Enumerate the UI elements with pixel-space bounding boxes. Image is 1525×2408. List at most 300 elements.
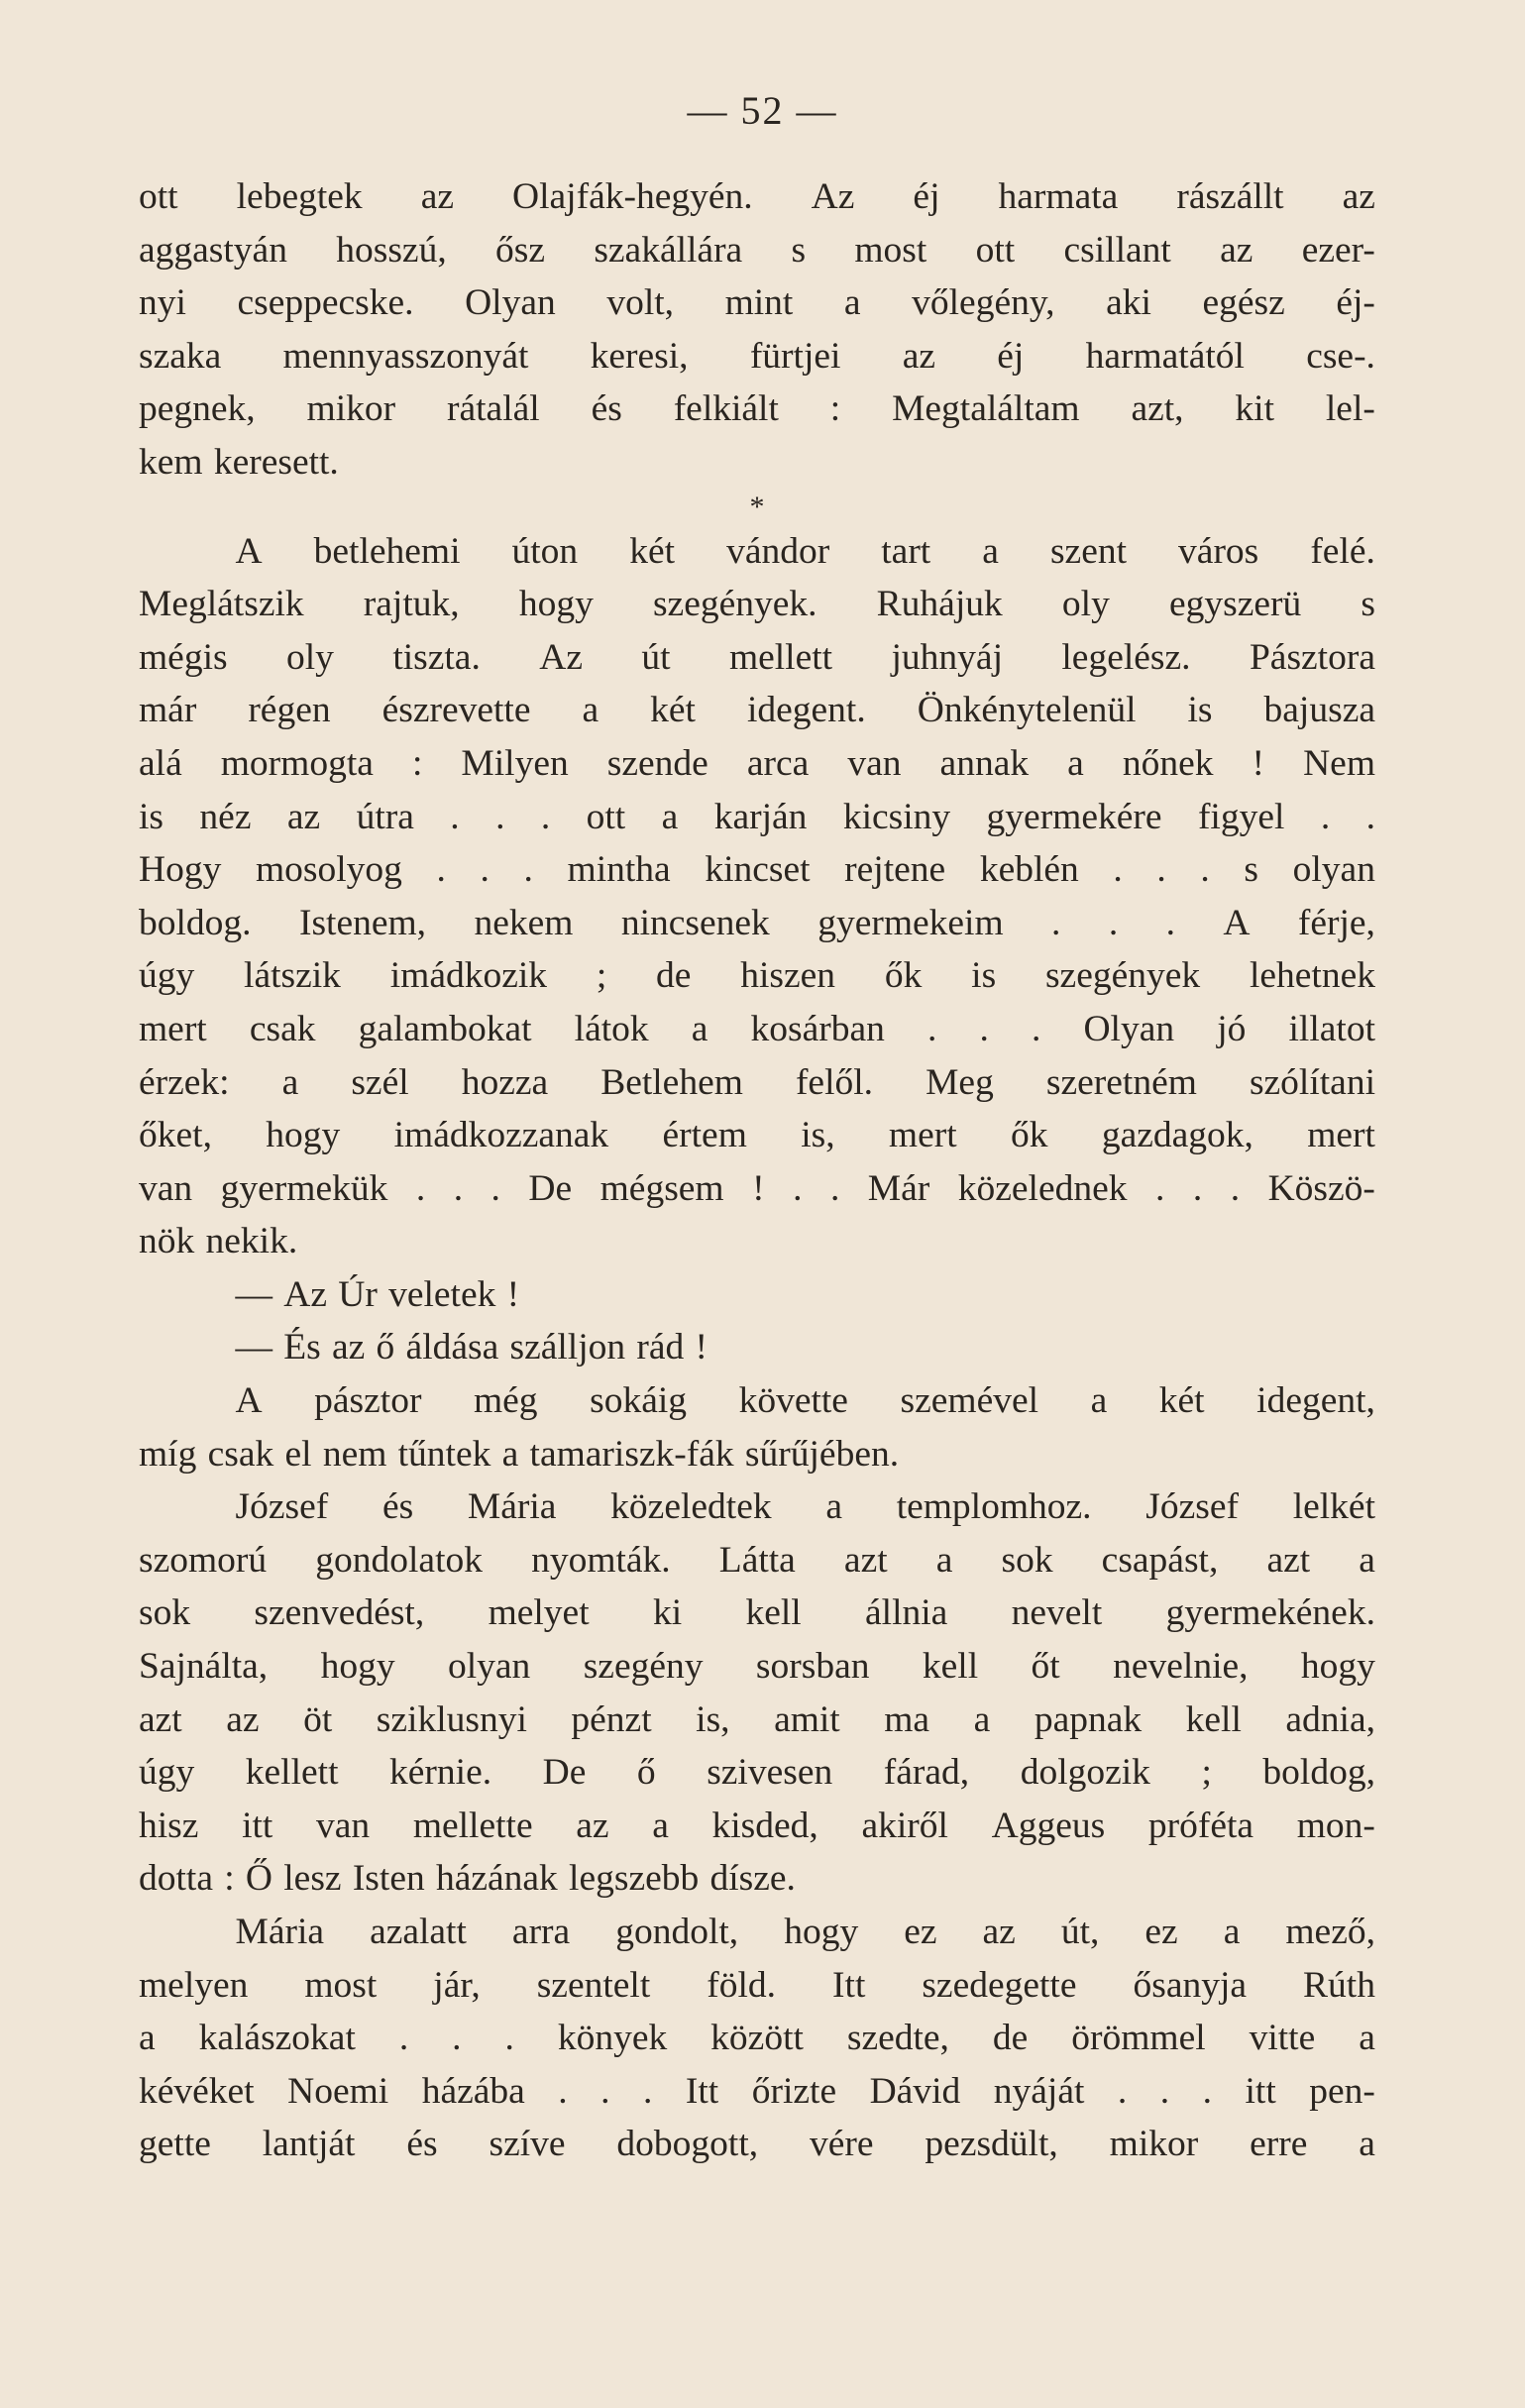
word: mező, xyxy=(1285,1912,1375,1952)
word: is xyxy=(1187,690,1213,731)
word: ez xyxy=(1144,1912,1178,1952)
word: csillant xyxy=(1063,229,1171,271)
text-line xyxy=(139,525,1375,579)
word: út, xyxy=(1060,1912,1100,1952)
word: aggastyán xyxy=(139,229,287,271)
word: kincset xyxy=(705,849,811,891)
word: a xyxy=(1359,2018,1375,2059)
word: mert xyxy=(888,1115,957,1156)
word: dobogott, xyxy=(616,2124,759,2165)
word: . xyxy=(979,1008,989,1049)
word: alá xyxy=(139,742,182,784)
word: pegnek, xyxy=(139,388,256,430)
word: kicsiny xyxy=(842,796,951,837)
text-line xyxy=(139,791,1375,844)
word: idegent. xyxy=(746,690,866,731)
word: Istenem, xyxy=(298,902,427,943)
word: sorsban xyxy=(755,1646,870,1688)
text-line xyxy=(139,1587,1375,1640)
word: . xyxy=(1117,2070,1128,2112)
word: Itt xyxy=(832,1964,866,2006)
word: ezer- xyxy=(1301,229,1375,271)
word: adnia, xyxy=(1285,1698,1375,1740)
word: látszik xyxy=(244,955,341,997)
word: kérnie. xyxy=(389,1752,492,1794)
word: szólítani xyxy=(1249,1061,1375,1103)
word: tiszta. xyxy=(392,636,481,678)
word: áldása xyxy=(405,1327,499,1368)
word: hogy xyxy=(1300,1646,1375,1688)
word: Az xyxy=(811,176,855,217)
word: most xyxy=(304,1964,378,2006)
word: olyan xyxy=(447,1646,531,1688)
word: Olyan xyxy=(465,282,556,324)
word: hogy xyxy=(320,1646,395,1688)
word: az xyxy=(1342,176,1375,217)
word: vitte xyxy=(1249,2018,1316,2059)
word: És xyxy=(283,1327,321,1368)
word: . xyxy=(490,1167,500,1209)
word: úgy xyxy=(139,1752,195,1794)
word: Ruhájuk xyxy=(876,584,1003,625)
word: fürtjei xyxy=(749,335,841,377)
word: Köszö- xyxy=(1267,1167,1375,1209)
word: nevelt xyxy=(1011,1592,1103,1634)
word: gazdagok, xyxy=(1101,1115,1253,1156)
word: Meg xyxy=(926,1061,994,1103)
word: közelednek xyxy=(957,1167,1128,1209)
word: könyek xyxy=(557,2018,668,2059)
word: imádkozik xyxy=(389,955,548,997)
word: . xyxy=(436,849,446,891)
word: . xyxy=(1051,902,1061,943)
word: néz xyxy=(199,796,252,837)
word: . xyxy=(495,796,505,837)
word: sűrűjében. xyxy=(744,1433,900,1475)
text-line xyxy=(139,276,1375,330)
text-line xyxy=(139,383,1375,436)
text-line xyxy=(139,1268,1375,1322)
word: szíve xyxy=(489,2124,566,2165)
word: szakállára xyxy=(594,229,743,271)
word: a xyxy=(1223,1912,1241,1952)
word: ; xyxy=(1201,1752,1212,1794)
word: tart xyxy=(881,530,931,572)
word: . xyxy=(1031,1008,1041,1049)
text-line xyxy=(139,949,1375,1003)
word: illatot xyxy=(1288,1008,1375,1049)
word: . xyxy=(1108,902,1119,943)
word: az xyxy=(286,796,321,837)
word: azt xyxy=(139,1698,182,1740)
word: . xyxy=(1365,796,1375,837)
word: egyszerü xyxy=(1168,584,1302,625)
word: ők xyxy=(1010,1115,1048,1156)
word: a xyxy=(1359,1539,1375,1581)
word: Olyan xyxy=(1083,1008,1175,1049)
word: a xyxy=(652,1805,669,1846)
word: kosárban xyxy=(750,1008,885,1049)
word: szaka xyxy=(139,335,222,377)
word: keresett. xyxy=(213,441,339,483)
word: jó xyxy=(1217,1008,1247,1049)
word: nem xyxy=(322,1433,387,1475)
word: oly xyxy=(285,636,334,678)
body-text xyxy=(139,170,1375,2171)
text-line xyxy=(139,843,1375,897)
word: cseppecske. xyxy=(237,282,414,324)
word: rád xyxy=(636,1327,685,1368)
word: a xyxy=(661,796,679,837)
text-line xyxy=(139,1959,1375,2013)
word: oly xyxy=(1061,584,1110,625)
word: az xyxy=(332,1327,366,1368)
word: kit xyxy=(1235,388,1275,430)
word: úgy xyxy=(139,955,195,997)
word: lehetnek xyxy=(1249,955,1375,997)
word: gyermekének. xyxy=(1165,1592,1375,1634)
word: bajusza xyxy=(1263,690,1375,731)
word: legelész. xyxy=(1061,636,1191,678)
word: . xyxy=(1192,1167,1203,1209)
word: — xyxy=(235,1273,272,1315)
text-line xyxy=(139,737,1375,791)
word: boldog. xyxy=(139,902,252,943)
word: mennyasszonyát xyxy=(282,335,529,377)
word: ott xyxy=(975,229,1016,271)
word: úton xyxy=(511,530,579,572)
word: . xyxy=(452,2018,462,2059)
word: idegent, xyxy=(1256,1380,1375,1422)
word: hozza xyxy=(461,1061,549,1103)
word: galambokat xyxy=(358,1008,532,1049)
word: s xyxy=(1244,849,1258,891)
word: látok xyxy=(574,1008,649,1049)
word: . xyxy=(1165,902,1175,943)
word: a xyxy=(935,1539,953,1581)
word: próféta xyxy=(1147,1805,1254,1846)
text-line xyxy=(139,1906,1375,1959)
word: ! xyxy=(506,1273,520,1315)
word: szende xyxy=(606,742,708,784)
word: ! xyxy=(695,1327,708,1368)
word: útra xyxy=(356,796,414,837)
word: figyel xyxy=(1197,796,1285,837)
word: s xyxy=(1361,584,1375,625)
word: . xyxy=(480,849,490,891)
word: gyermekére xyxy=(986,796,1162,837)
word: van xyxy=(847,742,902,784)
word: . xyxy=(1159,2070,1170,2112)
word: Mária xyxy=(235,1912,325,1952)
word: tamariszk-fák xyxy=(529,1433,734,1475)
word: szedte, xyxy=(846,2018,949,2059)
word: nekem xyxy=(474,902,574,943)
word: föld. xyxy=(707,1964,777,2006)
word: . xyxy=(643,2070,653,2112)
word: Már xyxy=(867,1167,930,1209)
word: hogy xyxy=(784,1912,859,1952)
word: ki xyxy=(652,1592,683,1634)
word: veletek xyxy=(388,1273,496,1315)
word: dísze. xyxy=(709,1858,796,1900)
word: . xyxy=(523,849,533,891)
word: mintha xyxy=(567,849,671,891)
word: . xyxy=(793,1167,803,1209)
word: nincsenek xyxy=(620,902,770,943)
word: szálljon xyxy=(509,1327,626,1368)
word: . xyxy=(600,2070,610,2112)
word: most xyxy=(854,229,927,271)
word: nekik. xyxy=(205,1221,298,1262)
word: . xyxy=(504,2018,514,2059)
word: mikor xyxy=(1109,2124,1199,2165)
word: pezsdült, xyxy=(925,2124,1058,2165)
word: melyet xyxy=(488,1592,590,1634)
word: szél xyxy=(351,1061,409,1103)
word: gyermekük xyxy=(220,1167,388,1209)
word: s xyxy=(791,229,807,271)
word: Úr xyxy=(338,1273,378,1315)
text-line xyxy=(139,1109,1375,1162)
word: a xyxy=(825,1486,842,1528)
text-line xyxy=(139,170,1375,224)
word: A xyxy=(235,530,263,572)
word: felől. xyxy=(795,1061,874,1103)
word: és xyxy=(406,2124,438,2165)
word: mikor xyxy=(306,388,396,430)
word: ; xyxy=(596,955,607,997)
word: ott xyxy=(139,176,178,217)
word: férje, xyxy=(1297,902,1375,943)
word: . xyxy=(1155,1167,1165,1209)
word: . xyxy=(540,796,551,837)
word: ők xyxy=(884,955,923,997)
word: Milyen xyxy=(461,742,569,784)
word: betlehemi xyxy=(313,530,461,572)
word: is xyxy=(971,955,997,997)
word: szeretném xyxy=(1045,1061,1197,1103)
text-line xyxy=(139,224,1375,277)
word: juhnyáj xyxy=(891,636,1003,678)
word: pénzt xyxy=(571,1698,652,1740)
word: nyi xyxy=(139,282,186,324)
word: csapást, xyxy=(1101,1539,1219,1581)
word: Hogy xyxy=(139,849,222,891)
word: a xyxy=(139,2018,156,2059)
word: ez xyxy=(904,1912,937,1952)
word: . xyxy=(1113,849,1123,891)
word: Önkénytelenül xyxy=(917,690,1137,731)
word: legszebb xyxy=(569,1858,700,1900)
word: templomhoz. xyxy=(896,1486,1092,1528)
word: József xyxy=(235,1486,329,1528)
word: : xyxy=(224,1858,235,1900)
word: észrevette xyxy=(381,690,531,731)
word: régen xyxy=(248,690,331,731)
word: felkiált xyxy=(673,388,779,430)
word: hogy xyxy=(518,584,594,625)
word: őt xyxy=(1031,1646,1060,1688)
text-line xyxy=(139,1640,1375,1694)
word: ! xyxy=(1252,742,1265,784)
word: és xyxy=(381,1486,414,1528)
word: ő xyxy=(376,1327,395,1368)
word: azt xyxy=(1266,1539,1311,1581)
text-line xyxy=(139,578,1375,631)
word: csak xyxy=(249,1008,316,1049)
word: kévéket xyxy=(139,2070,255,2112)
word: . xyxy=(1200,849,1210,891)
word: imádkozzanak xyxy=(393,1115,609,1156)
word: is, xyxy=(801,1115,835,1156)
word: között xyxy=(710,2018,804,2059)
word: felé. xyxy=(1310,530,1375,572)
text-line xyxy=(139,1852,1375,1906)
word: karján xyxy=(713,796,808,837)
page-number: — 52 — xyxy=(687,88,838,133)
word: Noemi xyxy=(287,2070,389,2112)
word: tűntek xyxy=(397,1433,491,1475)
word: mint xyxy=(724,282,794,324)
word: kell xyxy=(745,1592,802,1634)
text-line xyxy=(139,1428,1375,1481)
word: a xyxy=(582,690,599,731)
word: mégsem xyxy=(599,1167,724,1209)
text-line xyxy=(139,1215,1375,1268)
word: . xyxy=(415,1167,426,1209)
word: a xyxy=(281,1061,299,1103)
word: Itt xyxy=(685,2070,719,2112)
word: közeledtek xyxy=(610,1486,772,1528)
word: vándor xyxy=(726,530,830,572)
word: kalászokat xyxy=(198,2018,356,2059)
word: De xyxy=(528,1167,573,1209)
word: Az xyxy=(283,1273,327,1315)
word: . xyxy=(829,1167,840,1209)
word: jár, xyxy=(433,1964,481,2006)
word: mert xyxy=(1307,1115,1375,1156)
word: Meglátszik xyxy=(139,584,304,625)
word: mégis xyxy=(139,636,228,678)
word: melyen xyxy=(139,1964,249,2006)
word: már xyxy=(139,690,197,731)
word: házába xyxy=(421,2070,525,2112)
word: és xyxy=(591,388,622,430)
text-line xyxy=(139,436,1375,490)
word: lesz xyxy=(283,1858,342,1900)
word: * xyxy=(749,490,765,523)
word: mormogta xyxy=(220,742,374,784)
word: öt xyxy=(303,1698,333,1740)
word: . xyxy=(558,2070,568,2112)
word: is, xyxy=(696,1698,730,1740)
word: szent xyxy=(1049,530,1128,572)
word: mert xyxy=(139,1008,207,1049)
word: örömmel xyxy=(1071,2018,1206,2059)
word: ma xyxy=(884,1698,930,1740)
word: éj xyxy=(997,335,1025,377)
word: sok xyxy=(1001,1539,1053,1581)
word: őrizte xyxy=(751,2070,837,2112)
word: kell xyxy=(1185,1698,1242,1740)
word: lantját xyxy=(262,2124,356,2165)
word: arra xyxy=(511,1912,571,1952)
word: annak xyxy=(939,742,1030,784)
word: A xyxy=(1223,902,1251,943)
word: két xyxy=(629,530,676,572)
word: hisz xyxy=(139,1805,199,1846)
word: lelkét xyxy=(1292,1486,1375,1528)
word: de xyxy=(656,955,692,997)
text-line xyxy=(139,1162,1375,1216)
word: lebegtek xyxy=(236,176,363,217)
text-line xyxy=(139,1534,1375,1587)
word: két xyxy=(650,690,696,731)
word: egész xyxy=(1202,282,1285,324)
word: az xyxy=(576,1805,609,1846)
word: De xyxy=(542,1752,587,1794)
word: őket, xyxy=(139,1115,212,1156)
word: állnia xyxy=(865,1592,948,1634)
word: . xyxy=(1156,849,1166,891)
word: vére xyxy=(810,2124,874,2165)
word: József xyxy=(1145,1486,1239,1528)
word: . xyxy=(450,796,460,837)
text-line xyxy=(139,897,1375,950)
text-line xyxy=(139,1480,1375,1534)
word: az xyxy=(1220,229,1253,271)
word: Látta xyxy=(718,1539,796,1581)
word: város xyxy=(1178,530,1259,572)
word: nyáját xyxy=(993,2070,1085,2112)
word: — xyxy=(235,1327,272,1368)
word: itt xyxy=(1245,2070,1276,2112)
word: hosszú, xyxy=(336,229,447,271)
word: is xyxy=(139,796,164,837)
text-line xyxy=(139,1746,1375,1800)
text-line xyxy=(139,1374,1375,1428)
word: a xyxy=(1067,742,1084,784)
word: : xyxy=(411,742,423,784)
word: : xyxy=(829,388,841,430)
text-line xyxy=(139,1003,1375,1056)
word: út xyxy=(641,636,671,678)
text-line xyxy=(139,1800,1375,1853)
word: Mária xyxy=(467,1486,557,1528)
word: keresi, xyxy=(590,335,689,377)
text-line xyxy=(139,330,1375,383)
word: olyan xyxy=(1292,849,1375,891)
word: . xyxy=(1230,1167,1241,1209)
word: arca xyxy=(746,742,810,784)
word: Isten xyxy=(352,1858,425,1900)
word: szegény xyxy=(583,1646,704,1688)
word: szomorú xyxy=(139,1539,268,1581)
word: Aggeus xyxy=(991,1805,1106,1846)
word: szemével xyxy=(900,1380,1039,1422)
text-line xyxy=(139,1056,1375,1110)
word: kell xyxy=(922,1646,979,1688)
word: boldog, xyxy=(1262,1752,1375,1794)
word: a xyxy=(973,1698,991,1740)
word: erre xyxy=(1250,2124,1308,2165)
word: pen- xyxy=(1309,2070,1375,2112)
word: házának xyxy=(435,1858,558,1900)
word: itt xyxy=(242,1805,273,1846)
word: a xyxy=(1359,2124,1375,2165)
word: . xyxy=(927,1008,937,1049)
